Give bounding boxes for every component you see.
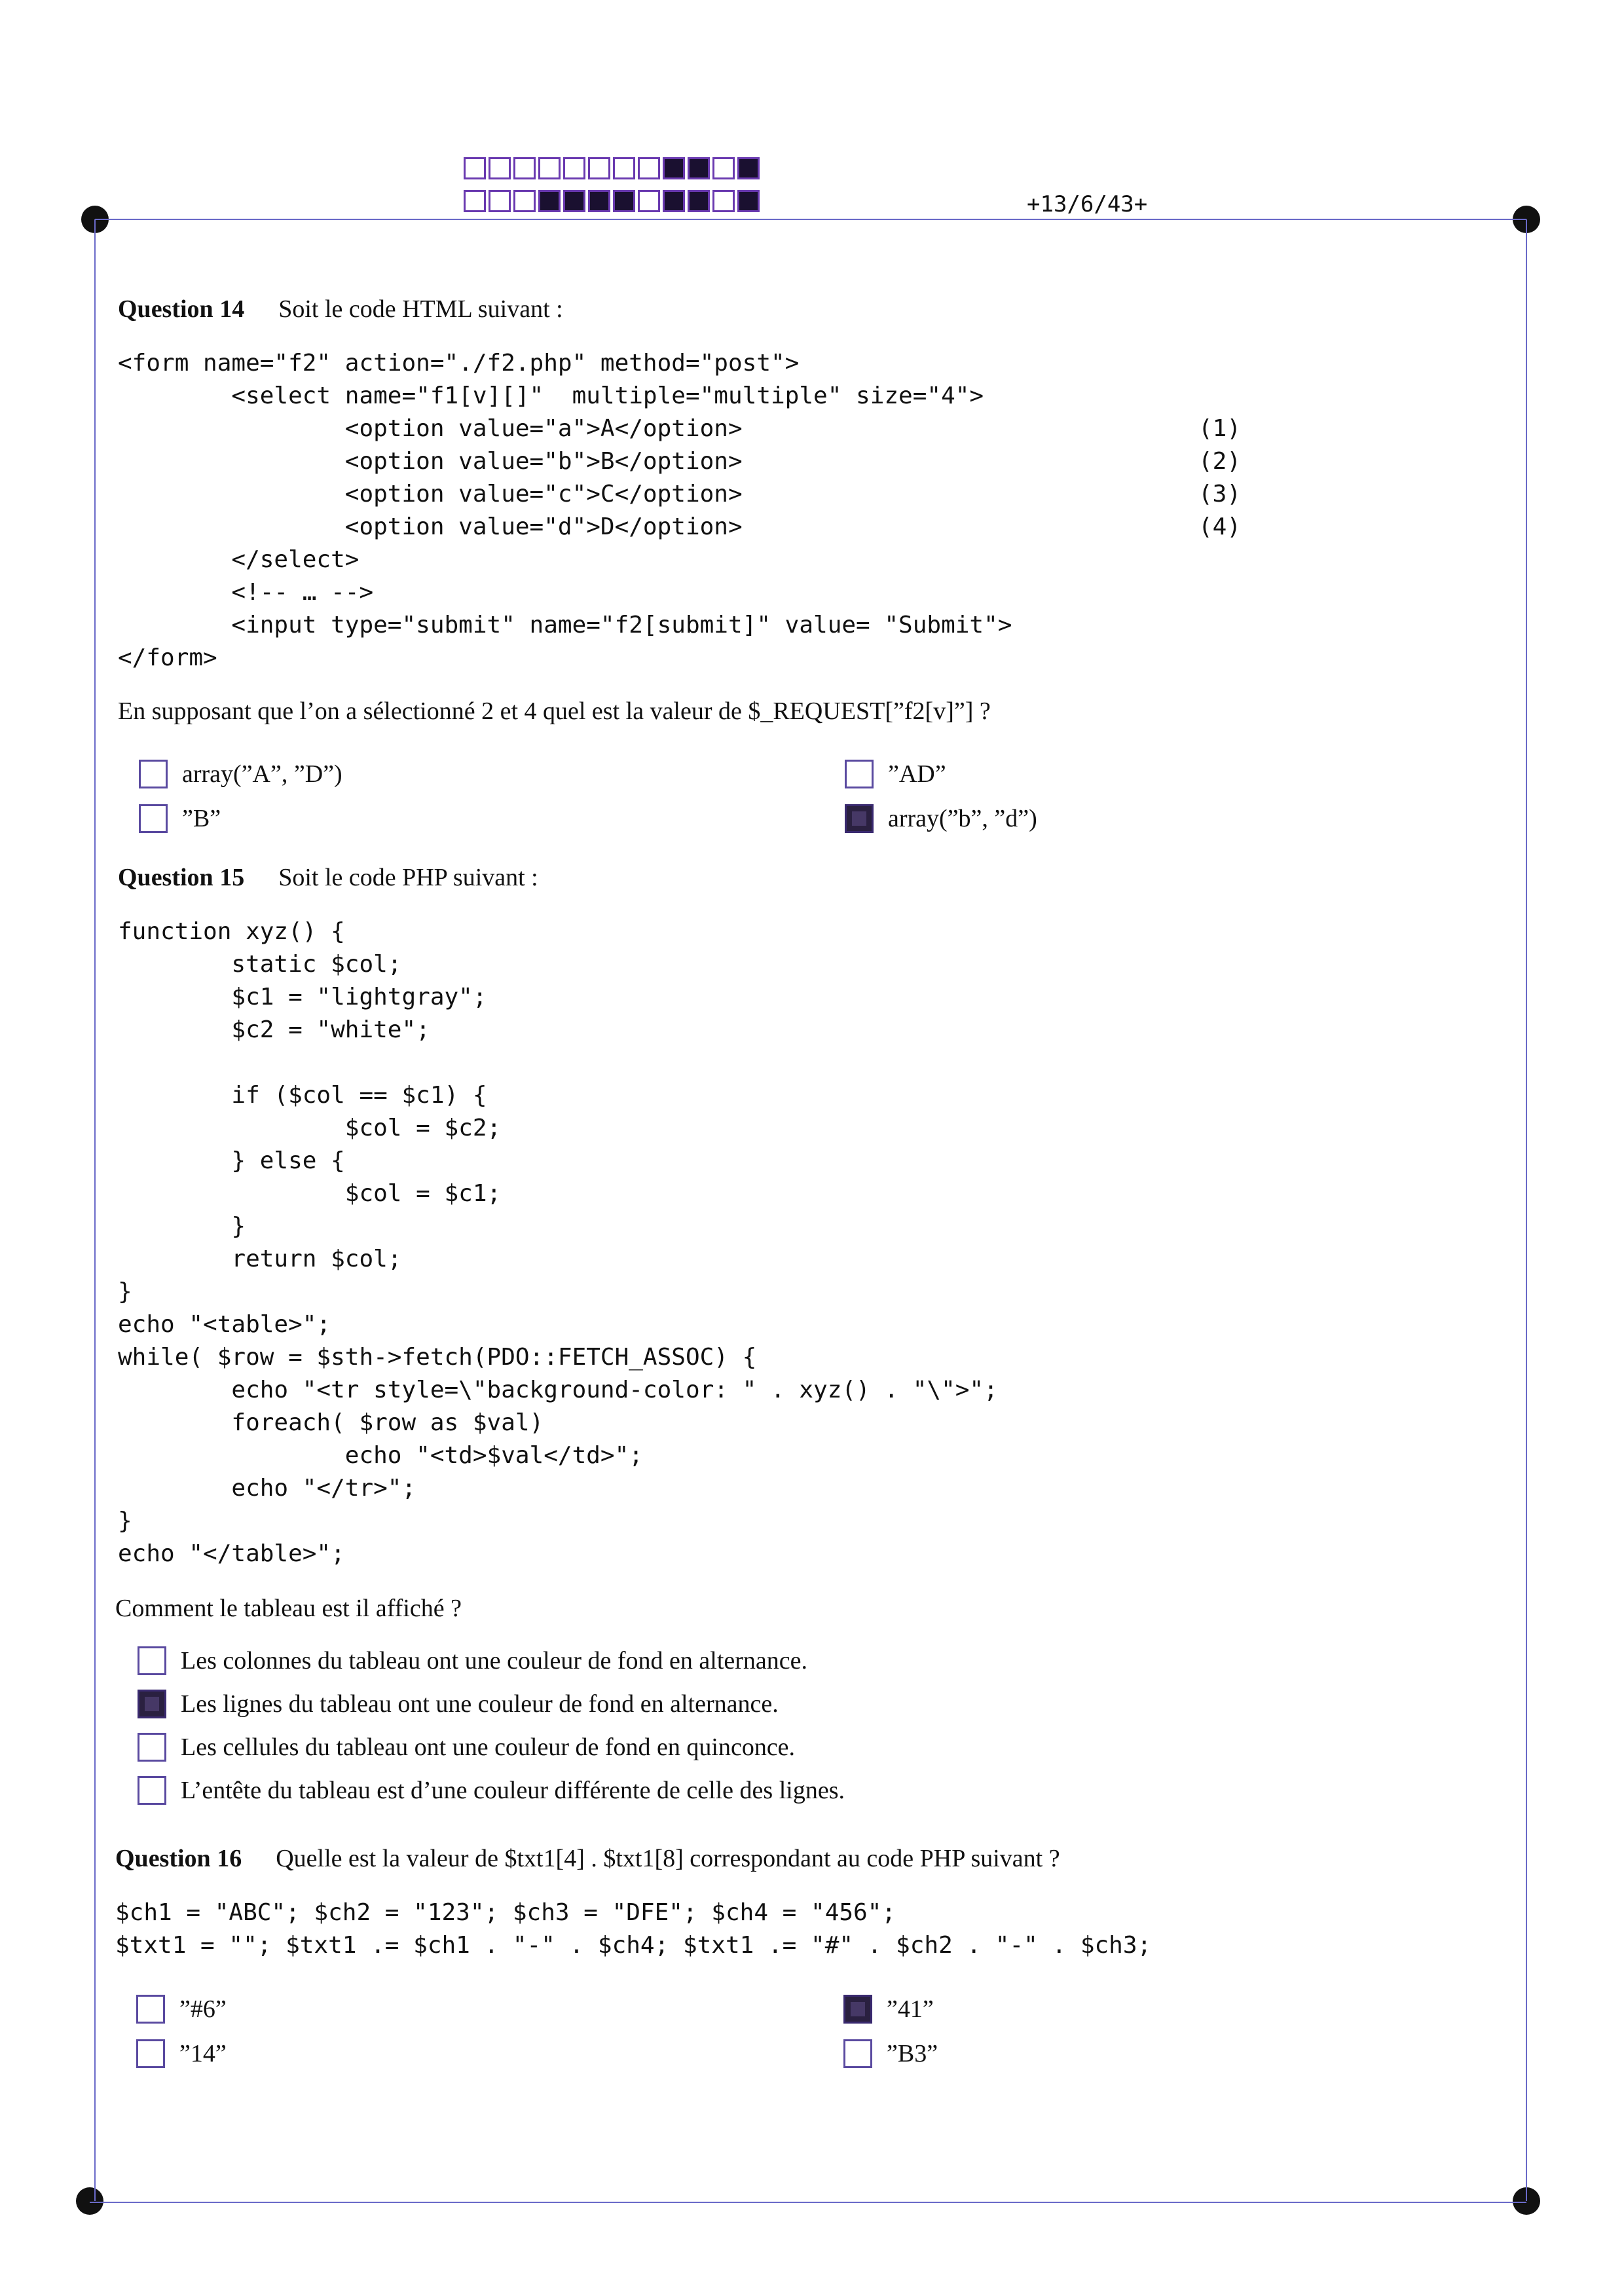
q14-answer-2[interactable] xyxy=(845,760,946,788)
answer-label: Les colonnes du tableau ont une couleur de fond en alternance. xyxy=(181,1647,808,1675)
answer-label: Les lignes du tableau ont une couleur de fond en alternance. xyxy=(181,1690,779,1718)
question-15-number: Question 15 xyxy=(118,864,245,891)
q15-answer-4[interactable] xyxy=(138,1776,845,1805)
corner-marker-bottom-left xyxy=(76,2187,103,2215)
q14-answer-3[interactable] xyxy=(139,804,221,833)
exam-id: +13/6/43+ xyxy=(1027,191,1148,217)
checkbox-checked[interactable] xyxy=(138,1690,166,1718)
answer-label: ”AD” xyxy=(888,760,946,788)
barcode-cell xyxy=(737,190,760,212)
question-14-number: Question 14 xyxy=(118,295,245,323)
question-14-code: <form name="f2" action="./f2.php" method="post"> <select name="f1[v][]" multiple="multiple" size="4"> <option value="a">A</option> <option value="b">B</option> <option value="c">C</option> <option value="d">D</option> </select> <!-- … --> <input type="submit" name="f2[submit]" value= "Submit"> </form> xyxy=(118,350,1012,671)
frame-left xyxy=(94,219,96,2201)
question-14-text: Soit le code HTML suivant : xyxy=(278,295,563,323)
barcode-cell xyxy=(538,190,561,212)
checkbox[interactable] xyxy=(138,1776,166,1805)
barcode-cell xyxy=(489,190,511,212)
barcode-cell xyxy=(588,190,610,212)
barcode-cell xyxy=(613,190,635,212)
frame-right xyxy=(1526,219,1527,2201)
question-14-header xyxy=(118,295,563,324)
barcode-cell xyxy=(688,190,710,212)
question-15-text: Soit le code PHP suivant : xyxy=(278,864,538,891)
q15-answer-3[interactable] xyxy=(138,1733,795,1762)
barcode-cell xyxy=(613,157,635,179)
checkbox[interactable] xyxy=(138,1733,166,1762)
barcode-cell xyxy=(464,157,486,179)
checkbox-checked[interactable] xyxy=(845,804,874,833)
question-16-text: Quelle est la valeur de $txt1[4] . $txt1[8] correspondant au code PHP suivant ? xyxy=(276,1845,1060,1872)
question-16-code: $ch1 = "ABC"; $ch2 = "123"; $ch3 = "DFE"; $ch4 = "456"; $txt1 = ""; $txt1 .= $ch1 . "-" . $ch4; $txt1 .= "#" . $ch2 . "-" . $ch3; xyxy=(115,1899,1152,1959)
answer-label: ”B3” xyxy=(887,2040,938,2067)
answer-label: L’entête du tableau est d’une couleur différente de celle des lignes. xyxy=(181,1777,845,1804)
answer-label: ”#6” xyxy=(179,1995,227,2023)
checkbox[interactable] xyxy=(136,1995,165,2024)
question-15-header xyxy=(118,863,538,892)
frame-top xyxy=(95,219,1526,220)
checkbox[interactable] xyxy=(136,2039,165,2068)
answer-label: Les cellules du tableau ont une couleur de fond en quinconce. xyxy=(181,1733,796,1761)
barcode-cell xyxy=(563,157,585,179)
barcode-row-1 xyxy=(464,157,762,183)
q14-answer-1[interactable] xyxy=(139,760,342,788)
q15-answer-2[interactable] xyxy=(138,1690,779,1718)
barcode-cell xyxy=(638,190,660,212)
q15-answer-1[interactable] xyxy=(138,1646,807,1675)
checkbox[interactable] xyxy=(138,1646,166,1675)
barcode-cell xyxy=(663,157,685,179)
question-16-header xyxy=(115,1844,1060,1873)
barcode-cell xyxy=(563,190,585,212)
barcode-cell xyxy=(489,157,511,179)
barcode-cell xyxy=(663,190,685,212)
question-15-prompt: Comment le tableau est il affiché ? xyxy=(115,1595,462,1622)
frame-bottom xyxy=(90,2202,1526,2203)
barcode-row-2 xyxy=(464,190,762,216)
q16-answer-1[interactable] xyxy=(136,1995,227,2024)
checkbox[interactable] xyxy=(843,2039,872,2068)
question-14-prompt: En supposant que l’on a sélectionné 2 et 4 quel est la valeur de $_REQUEST[”f2[v]”] ? xyxy=(118,697,991,725)
barcode-cell xyxy=(513,157,536,179)
question-14-line-numbers: (1) (2) (3) (4) xyxy=(1198,415,1242,540)
answer-label: ”B” xyxy=(182,805,221,832)
answer-label: ”14” xyxy=(179,2040,227,2067)
barcode-cell xyxy=(538,157,561,179)
q16-answer-4[interactable] xyxy=(843,2039,938,2068)
answer-label: array(”b”, ”d”) xyxy=(888,805,1037,832)
barcode-cell xyxy=(638,157,660,179)
question-16-number: Question 16 xyxy=(115,1845,242,1872)
checkbox[interactable] xyxy=(139,760,168,788)
barcode-cell xyxy=(712,157,735,179)
barcode-cell xyxy=(513,190,536,212)
answer-label: ”41” xyxy=(887,1995,934,2023)
barcode-cell xyxy=(737,157,760,179)
barcode-cell xyxy=(688,157,710,179)
answer-label: array(”A”, ”D”) xyxy=(182,760,342,788)
q16-answer-3[interactable] xyxy=(136,2039,227,2068)
question-15-code: function xyz() { static $col; $c1 = "lightgray"; $c2 = "white"; if ($col == $c1) { $col = $c2; } else { $col = $c1; } return $col; } echo "<table>"; while( $row = $sth->fetch(PDO::FETCH_ASSOC) { echo "<tr style=\"background-color: " . xyz() . "\">"; foreach( $row as $val) echo "<td>$val</td>"; echo "</tr>"; } echo "</table>"; xyxy=(118,918,998,1567)
checkbox-checked[interactable] xyxy=(843,1995,872,2024)
barcode-cell xyxy=(588,157,610,179)
barcode-cell xyxy=(712,190,735,212)
q14-answer-4[interactable] xyxy=(845,804,1037,833)
barcode-cell xyxy=(464,190,486,212)
checkbox[interactable] xyxy=(845,760,874,788)
checkbox[interactable] xyxy=(139,804,168,833)
q16-answer-2[interactable] xyxy=(843,1995,934,2024)
